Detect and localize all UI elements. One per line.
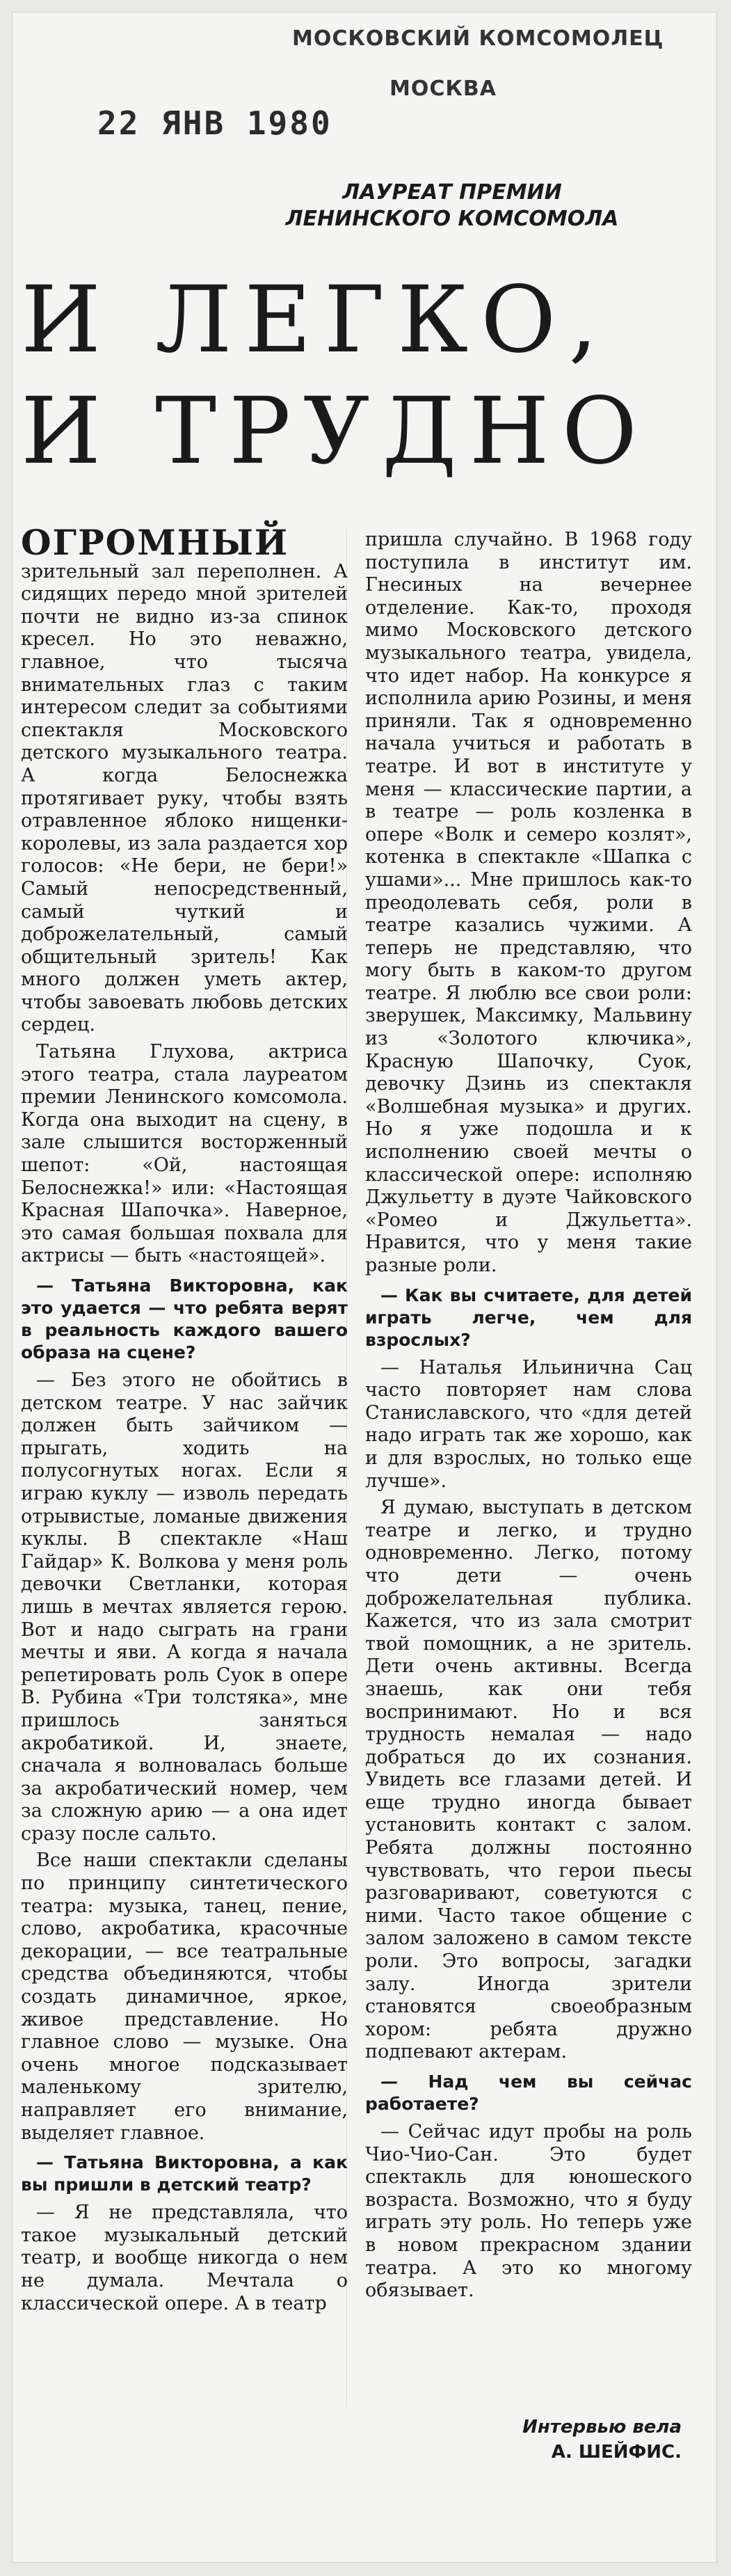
question: — Татьяна Викторовна, а как вы пришли в детский театр? xyxy=(21,2152,348,2195)
intro-text: зрительный зал переполнен. А сидящих передо мной зрителей почти не видно из-за спинок кресел. Но это неважно, главное, что тысяча внимательных глаз с таким интересом следит за событиями спектакля Московского детского музыкального театра. А когда Белоснежка протягивает руку, чтобы взять отравленное яблоко нищенки-королевы, из зала раздается хор голосов: «Не бери, не бери!» Самый непосредственный, самый чуткий и доброжелательный, самый общительный зритель! Как много должен уметь актер, чтобы завоевать любовь детских сердец. xyxy=(21,560,348,1036)
answer: — Я не представляла, что такое музыкальный детский театр, и вообще никогда о нем не думала. Мечтала о классической опере. А в театр xyxy=(21,2202,348,2314)
paragraph: пришла случайно. В 1968 году поступила в институт им. Гнесиных на вечернее отделение. Как-то, проходя мимо Московского детского музыкального театра, увидела, что идет набор. На конкурсе я исполнила арию Розины, и меня приняли. Так я одновременно начала учиться и работать в театре. И вот в институте у меня — классические партии, а в театре — роль козленка в опере «Волк и семеро козлят», котенка в спектакле «Шапка с ушами»... Мне пришлось как-то преодолевать себя, роли в театре казались чужими. А теперь не представляю, что могу быть в каком-то другом театре. Я люблю все свои роли: зверушек, Максимку, Мальвину из «Золотого ключика», Красную Шапочку, Суок, девочку Дзинь из спектакля «Волшебная музыка» и других. Но я уже подошла и к исполнению своей мечты о классической опере: исполняю Джульетту в дуэте Чайковского «Ромео и Джульетта». Нравится, что у меня такие разные роли. xyxy=(365,529,692,1276)
headline-line-1: И ЛЕГКО, xyxy=(21,267,611,374)
question: — Как вы считаете, для детей играть легче, чем для взрослых? xyxy=(365,1285,692,1350)
answer: — Наталья Ильинична Сац часто повторяет нам слова Станиславского, что «для детей надо играть так же хорошо, как и для взрослых, но только еще лучше». xyxy=(365,1356,692,1492)
left-column xyxy=(21,522,348,2319)
right-column xyxy=(365,529,692,2307)
kicker-line-1: ЛАУРЕАТ ПРЕМИИ xyxy=(342,180,562,205)
question: — Татьяна Викторовна, как это удается — что ребята верят в реальность каждого вашего образа на сцене? xyxy=(21,1275,348,1362)
paragraph: Татьяна Глухова, актриса этого театра, стала лауреатом премии Ленинского комсомола. Когда она выходит на сцену, в зале слышится восторженный шепот: «Ой, настоящая Белоснежка!» или: «Настоящая Красная Шапочка». Наверное, это самая большая похвала для актрисы — быть «настоящей». xyxy=(21,1041,348,1267)
city-name: МОСКВА xyxy=(389,77,497,101)
byline-label: Интервью вела xyxy=(522,2417,682,2438)
headline-line-2: И ТРУДНО xyxy=(21,378,650,485)
drop-word: ОГРОМНЫЙ xyxy=(21,522,289,563)
answer: Все наши спектакли сделаны по принципу синтетического театра: музыка, танец, пение, слово, акробатика, красочные декорации, — все театральные средства объединяются, чтобы создать динамичное, яркое, живое представление. Но главное слово — музыке. Она очень многое подсказывает маленькому зрителю, направляет его внимание, выделяет главное. xyxy=(21,1850,348,2144)
question: — Над чем вы сейчас работаете? xyxy=(365,2072,692,2114)
answer: — Без этого не обойтись в детском театре. У нас зайчик должен быть зайчиком — прыгать, ходить на полусогнутых ногах. Если я играю куклу — изволь передать отрывистые, ломаные движения куклы. В спектакле «Наш Гайдар» К. Волкова у меня роль девочки Светланки, которая лишь в мечтах является герою. Вот и надо сыграть на грани мечты и яви. А когда я начала репетировать роль Суок в опере В. Рубина «Три толстяка», мне пришлось заняться акробатикой. И, знаете, сначала я волновалась больше за акробатический номер, чем за сложную арию — а она идет сразу после сальто. xyxy=(21,1369,348,1845)
author-name: А. ШЕЙФИС. xyxy=(551,2442,682,2463)
date-stamp: 22 ЯНВ 1980 xyxy=(97,104,332,142)
headline xyxy=(21,264,689,487)
answer: Я думаю, выступать в детском театре и легко, и трудно одновременно. Легко, потому что дети — очень доброжелательная публика. Кажется, что из зала смотрит твой помощник, а не зритель. Дети очень активны. Всегда знаешь, как они тебя воспринимают. Но и вся трудность немалая — надо добраться до их сознания. Увидеть все глазами детей. И еще трудно иногда бывает установить контакт с залом. Ребята должны постоянно чувствовать, что герои пьесы разговаривают, советуются с ними. Часто такое общение с залом заложено в самом тексте роли. Это вопросы, загадки залу. Иногда зрители становятся своеобразным хором: ребята дружно подпевают актерам. xyxy=(365,1497,692,2063)
answer: — Сейчас идут пробы на роль Чио-Чио-Сан. Это будет спектакль для юношеского возраста. Возможно, что я буду играть эту роль. Но теперь уже в новом прекрасном здании театра. А это ко многому обязывает. xyxy=(365,2121,692,2302)
kicker-line-2: ЛЕНИНСКОГО КОМСОМОЛА xyxy=(285,207,619,231)
intro-paragraph xyxy=(21,522,348,1037)
newspaper-name: МОСКОВСКИЙ КОМСОМОЛЕЦ xyxy=(292,26,664,51)
byline xyxy=(473,2415,682,2465)
masthead-stamp xyxy=(292,26,682,101)
kicker xyxy=(236,180,668,232)
